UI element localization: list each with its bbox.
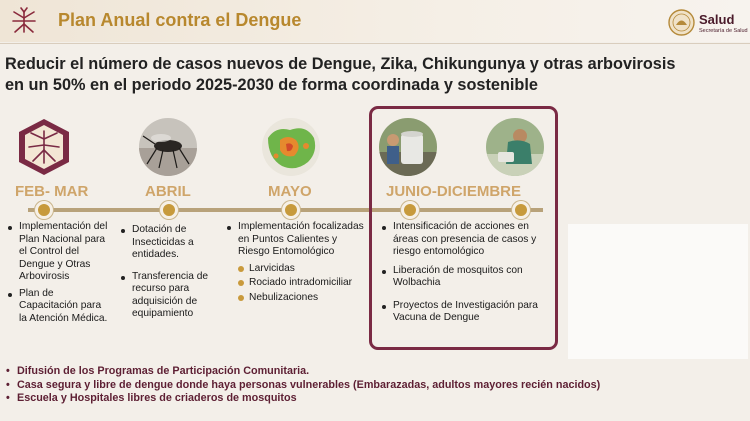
list-item: Implementación focalizadas en Puntos Calientes y Riesgo Entomológico [225,221,365,259]
month-feb-mar: FEB- MAR [15,183,89,200]
blank-panel [568,224,748,359]
column-mayo [225,221,365,306]
month-mayo: MAYO [268,183,312,200]
bottom-bullet-list [6,365,600,406]
mosquito-closeup-icon [139,118,197,176]
list-item: Dotación de Insecticidas a entidades. [119,224,222,262]
column-abril [119,224,222,325]
mosquito-emblem-icon [15,117,73,177]
main-heading-line-2: en un 50% en el periodo 2025-2030 de forma coordinada y sostenible [5,76,538,94]
header-divider [0,43,750,44]
list-item: Transferencia de recurso para adquisición de equipamiento [119,271,222,321]
list-item: Plan de Capacitación para la Atención Médica. [6,288,111,326]
mosquito-logo-icon [8,6,40,38]
bottom-list-item: • Casa segura y libre de dengue donde haya personas vulnerables (Embarazadas, adultos mayores recién nacidos) [6,379,600,393]
bottom-list-item: • Escuela y Hospitales libres de criaderos de mosquitos [6,392,600,406]
list-item: Proyectos de Investigación para Vacuna de Dengue [380,300,550,325]
timeline-dot-feb-mar [35,201,53,219]
month-abril: ABRIL [145,183,191,200]
timeline-dot-abril [160,201,178,219]
timeline-dot-mayo [282,201,300,219]
salud-logo [668,9,750,37]
main-heading [5,54,750,96]
risk-map-icon [262,118,320,176]
list-item: Liberación de mosquitos con Wolbachia [380,265,550,290]
government-seal-icon [668,9,695,36]
sub-list-item: Nebulizaciones [236,292,365,305]
bottom-list-item: • Difusión de los Programas de Participación Comunitaria. [6,365,600,379]
salud-logo-text: Salud [699,12,735,27]
page-title: Plan Anual contra el Dengue [58,10,302,30]
month-junio-diciembre: JUNIO-DICIEMBRE [386,183,522,200]
sub-list-item: Larvicidas [236,263,365,276]
list-item: Intensificación de acciones en áreas con presencia de casos y riesgo entomológico [380,221,550,259]
junio-diciembre-highlight-box [369,106,558,350]
sub-list-item: Rociado intradomiciliar [236,277,365,290]
list-item: Implementación del Plan Nacional para el Control del Dengue y Otras Arbovirosis [6,221,111,284]
column-feb-mar [6,221,111,329]
main-heading-line-1: Reducir el número de casos nuevos de Dengue, Zika, Chikungunya y otras arbovirosis [5,55,676,73]
salud-logo-subtext: Secretaría de Salud [699,28,748,34]
